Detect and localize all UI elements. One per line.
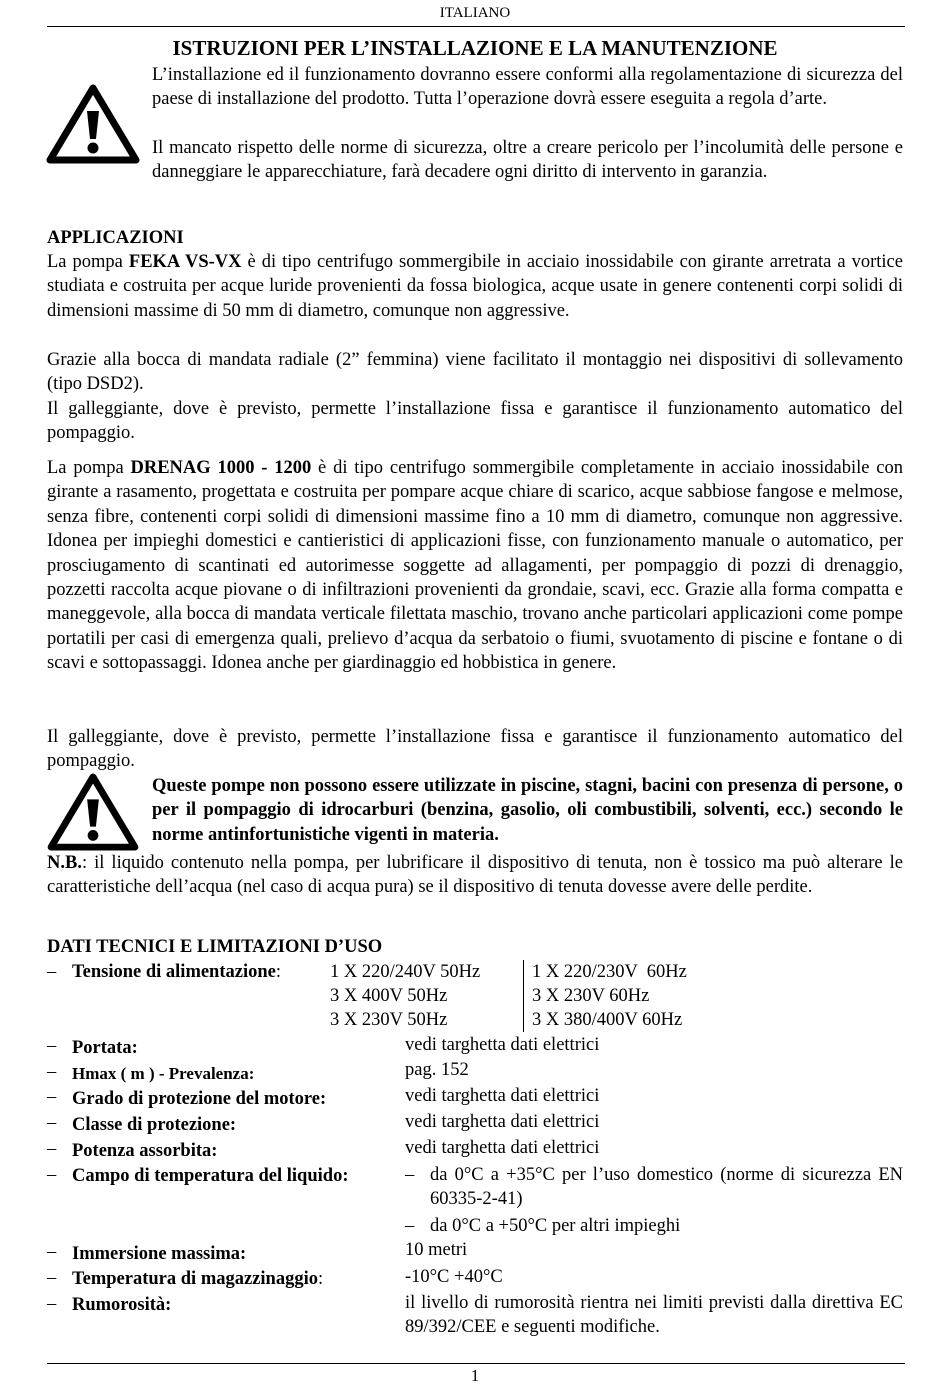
list-dash: – — [47, 1087, 57, 1107]
potenza-assorbita-value: vedi targhetta dati elettrici — [405, 1138, 600, 1158]
campo-temperatura-label: Campo di temperatura del liquido: — [72, 1166, 349, 1186]
classe-protezione-label: Classe di protezione: — [72, 1115, 237, 1135]
applicazioni-heading: APPLICAZIONI — [47, 228, 184, 248]
tensione-60hz-2: 3 X 230V 60Hz — [532, 986, 650, 1006]
immersione-value: 10 metri — [405, 1240, 468, 1260]
grado-protezione-label: Grado di protezione del motore: — [72, 1089, 327, 1109]
tensione-label-text: Tensione di alimentazione — [72, 962, 276, 982]
list-dash: – — [47, 1242, 57, 1262]
list-dash: – — [47, 1268, 57, 1288]
magazzinaggio-label — [72, 1267, 323, 1291]
nb-paragraph — [47, 851, 903, 900]
page-number: 1 — [470, 1366, 480, 1385]
warning-triangle-icon — [46, 773, 140, 851]
tensione-50hz-1: 1 X 220/240V 50Hz — [330, 962, 481, 982]
drenag-description: è di tipo centrifugo sommergibile completamente in acciaio inossidabile con girante a rasamento, progettata e costruita per pompare acque chiare di scarico, acque sabbiose fangose e melmose, senza fibre, contenenti corpi solidi di dimensioni massime fino a 10 mm di diametro, comunque non aggressive. Idonea per impieghi domestici e cantieristici di applicazioni fisse, con funzionamento manuale o automatico, per prosciugamento di scantinati ed autorimesse soggette ad allagamenti, per pompaggio di pozzi di drenaggio, pozzetti raccolta acque piovane o di infiltrazioni provenienti da grondaie, scavi, ecc. Grazie alla forma compatta e maneggevole, alla bocca di mandata verticale filettata maschio, trovano anche particolari applicazioni come pompe portatili per casi di emergenza quali, prelievo d’acqua da serbatoio o fiumi, svuotamento di piscine e fontane o di scavi e sottopassaggi. Idonea anche per giardinaggio ed hobbistica in genere. — [47, 458, 903, 674]
tensione-50hz-3: 3 X 230V 50Hz — [330, 1010, 448, 1030]
hmax-value: pag. 152 — [405, 1060, 469, 1080]
list-dash: – — [47, 1165, 57, 1185]
tensione-60hz-3: 3 X 380/400V 60Hz — [532, 1010, 683, 1030]
list-dash: – — [47, 962, 57, 982]
page-title: ISTRUZIONI PER L’INSTALLAZIONE E LA MANUTENZIONE — [172, 36, 778, 60]
list-dash: – — [47, 1062, 57, 1082]
grado-protezione-value: vedi targhetta dati elettrici — [405, 1086, 600, 1106]
intro-paragraph-1: L’installazione ed il funzionamento dovranno essere conformi alla regolamentazione di sicurezza del paese di installazione del prodotto. Tutta l’operazione dovrà essere eseguita a regola d’arte. — [152, 65, 903, 110]
tensione-colon: : — [275, 962, 282, 982]
list-dash: – — [405, 1216, 415, 1236]
campo-temperatura-item-1: da 0°C a +35°C per l’uso domestico (norme di sicurezza EN 60335-2-41) — [430, 1165, 903, 1210]
safety-warning-text: Queste pompe non possono essere utilizzate in piscine, stagni, bacini con presenza di persone, o per il pompaggio di idrocarburi (benzina, gasolio, oli combustibili, solventi, ecc.) secondo le norme antinfortunistiche vigenti in materia. — [152, 776, 903, 845]
magazzinaggio-value: -10°C +40°C — [405, 1267, 503, 1287]
list-dash: – — [47, 1294, 57, 1314]
footer-rule — [47, 1363, 905, 1364]
immersione-label: Immersione massima: — [72, 1244, 247, 1264]
drenag-product-name: DRENAG 1000 - 1200 — [130, 458, 312, 478]
rumorosita-label: Rumorosità: — [72, 1295, 172, 1315]
feka-intro-text: La pompa — [47, 252, 129, 272]
list-dash: – — [405, 1165, 415, 1185]
header-rule — [47, 26, 905, 27]
feka-description: è di tipo centrifugo sommergibile in acciaio inossidabile con girante arretrata a vortice studiata e costruita per acque luride provenienti da fossa biologica, acque usate in genere contenenti corpi solidi di dimensioni massime di 50 mm di diametro, comunque non aggressive. — [47, 252, 903, 321]
list-dash: – — [47, 1139, 57, 1159]
dati-tecnici-heading: DATI TECNICI E LIMITAZIONI D’USO — [47, 937, 383, 957]
drenag-intro-text: La pompa — [47, 458, 131, 478]
tensione-60hz-1: 1 X 220/230V 60Hz — [532, 962, 687, 982]
tensione-divider — [523, 960, 524, 1032]
nb-label: N.B. — [47, 853, 82, 873]
portata-value: vedi targhetta dati elettrici — [405, 1035, 600, 1055]
bocca-paragraph: Grazie alla bocca di mandata radiale (2” femmina) viene facilitato il montaggio nei dispositivi di sollevamento (tipo DSD2). — [47, 350, 903, 395]
tensione-50hz-2: 3 X 400V 50Hz — [330, 986, 448, 1006]
drenag-paragraph — [47, 456, 903, 676]
warning-triangle-icon — [46, 84, 140, 164]
galleggiante-paragraph-2: Il galleggiante, dove è previsto, permette l’installazione fissa e garantisce il funzionamento automatico del pompaggio. — [47, 727, 903, 772]
magazzinaggio-colon: : — [317, 1269, 324, 1289]
galleggiante-paragraph: Il galleggiante, dove è previsto, permette l’installazione fissa e garantisce il funzionamento automatico del pompaggio. — [47, 399, 903, 444]
list-dash: – — [47, 1036, 57, 1056]
intro-paragraph-2: Il mancato rispetto delle norme di sicurezza, oltre a creare pericolo per l’incolumità delle persone e danneggiare le apparecchiature, farà decadere ogni diritto di intervento in garanzia. — [152, 138, 903, 183]
potenza-assorbita-label: Potenza assorbita: — [72, 1141, 218, 1161]
feka-paragraph — [47, 250, 903, 323]
classe-protezione-value: vedi targhetta dati elettrici — [405, 1112, 600, 1132]
tensione-label — [72, 960, 281, 984]
campo-temperatura-item-2: da 0°C a +50°C per altri impieghi — [430, 1216, 681, 1236]
nb-text: : il liquido contenuto nella pompa, per lubrificare il dispositivo di tenuta, non è tossico ma può alterare le caratteristiche dell’acqua (nel caso di acqua pura) se il dispositivo di tenuta dovesse avere delle perdite. — [47, 853, 903, 898]
portata-label: Portata: — [72, 1038, 138, 1058]
rumorosita-value: il livello di rumorosità rientra nei limiti previsti dalla direttiva EC 89/392/CEE e seguenti modifiche. — [405, 1293, 903, 1338]
feka-product-name: FEKA VS-VX — [128, 252, 242, 272]
list-dash: – — [47, 1113, 57, 1133]
magazzinaggio-label-text: Temperatura di magazzinaggio — [72, 1269, 318, 1289]
hmax-label: Hmax ( m ) - Prevalenza: — [72, 1064, 255, 1083]
page-header-language: ITALIANO — [439, 5, 511, 21]
